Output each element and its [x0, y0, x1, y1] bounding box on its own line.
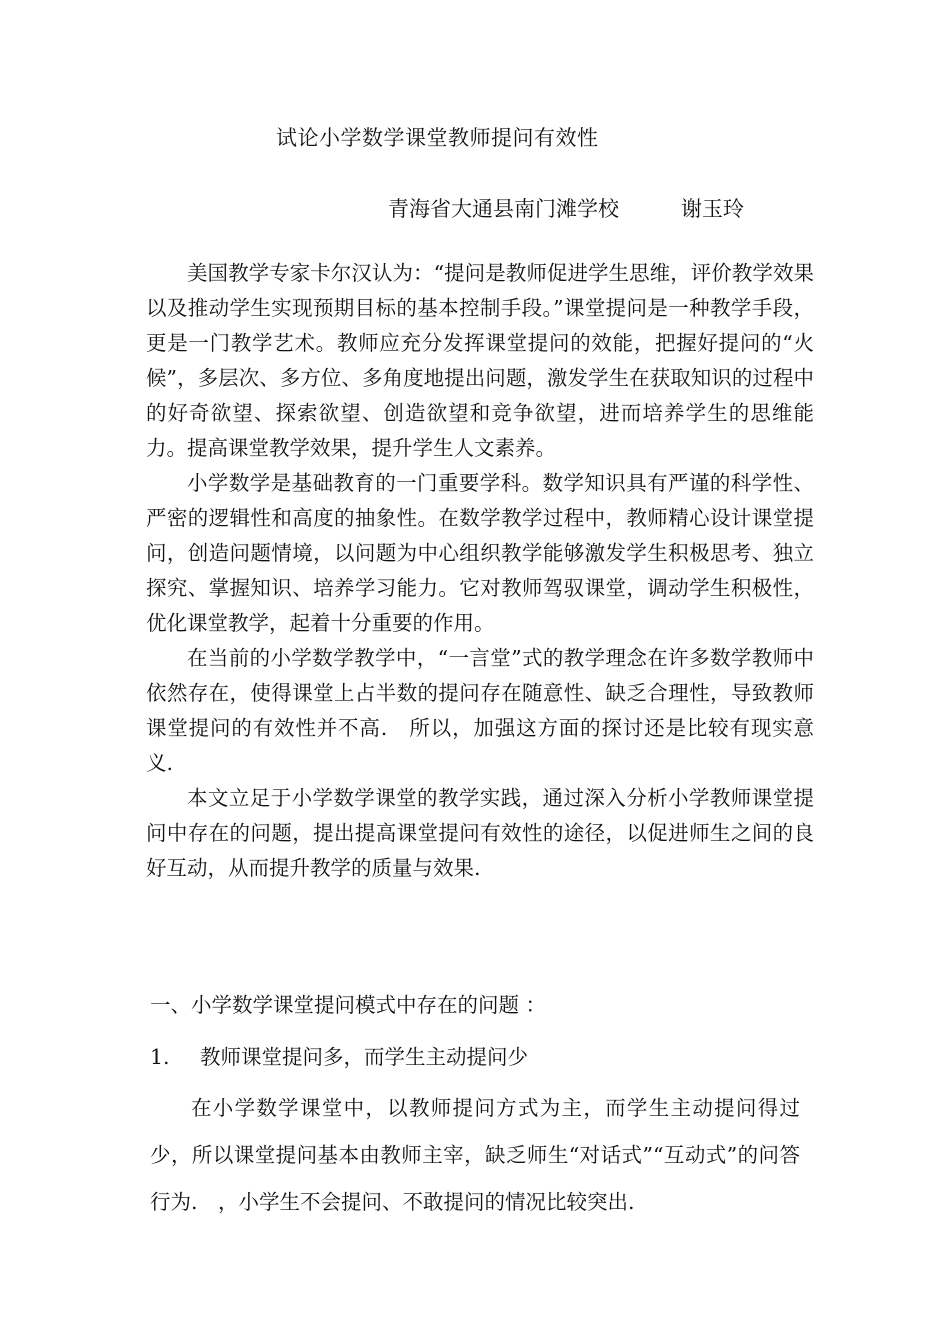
subsection-number: 1.	[150, 1045, 170, 1069]
paragraph: 小学数学是基础教育的一门重要学科。数学知识具有严谨的科学性、严密的逻辑性和高度的抽象性。在数学教学过程中，教师精心设计课堂提问，创造问题情境，以问题为中心组织教学能够激发学生积极思考、独立探究、掌握知识、培养学习能力。它对教师驾驭课堂，调动学生积极性，优化课堂教学，起着十分重要的作用。	[146, 471, 814, 635]
author-name: 谢玉玲	[681, 197, 744, 221]
document-title: 试论小学数学课堂教师提问有效性	[276, 126, 599, 150]
section-heading: 一、小学数学课堂提问模式中存在的问题 ：	[150, 993, 547, 1017]
subsection-heading	[150, 1040, 818, 1070]
paragraph: 美国教学专家卡尔汉认为：“提问是教师促进学生思维，评价教学效果以及推动学生实现预期目标的基本控制手段。”课堂提问是一种教学手段，更是一门教学艺术。教师应充分发挥课堂提问的效能，把握好提问的“火候”，多层次、多方位、多角度地提出问题，激发学生在获取知识的过程中的好奇欲望、探索欲望、创造欲望和竞争欲望，进而培养学生的思维能力。提高课堂教学效果，提升学生人文素养。	[146, 261, 814, 460]
affiliation: 青海省大通县南门滩学校	[388, 197, 619, 221]
intro-body	[146, 256, 814, 886]
paragraph: 在小学数学课堂中，以教师提问方式为主，而学生主动提问得过少，所以课堂提问基本由教师主宰，缺乏师生“对话式”“互动式”的问答行为. ，小学生不会提问、不敢提问的情况比较突出.	[150, 1096, 800, 1214]
byline	[388, 193, 744, 223]
paragraph: 本文立足于小学数学课堂的教学实践，通过深入分析小学教师课堂提问中存在的问题，提出提高课堂提问有效性的途径，以促进师生之间的良好互动，从而提升教学的质量与效果.	[146, 786, 814, 880]
paragraph: 在当前的小学数学教学中，“一言堂”式的教学理念在许多数学教师中依然存在，使得课堂上占半数的提问存在随意性、缺乏合理性，导致教师课堂提问的有效性并不高. 所以，加强这方面的探讨还是比较有现实意义.	[146, 646, 814, 775]
subsection-title: 教师课堂提问多，而学生主动提问少	[200, 1045, 528, 1069]
section-body	[150, 1085, 800, 1226]
